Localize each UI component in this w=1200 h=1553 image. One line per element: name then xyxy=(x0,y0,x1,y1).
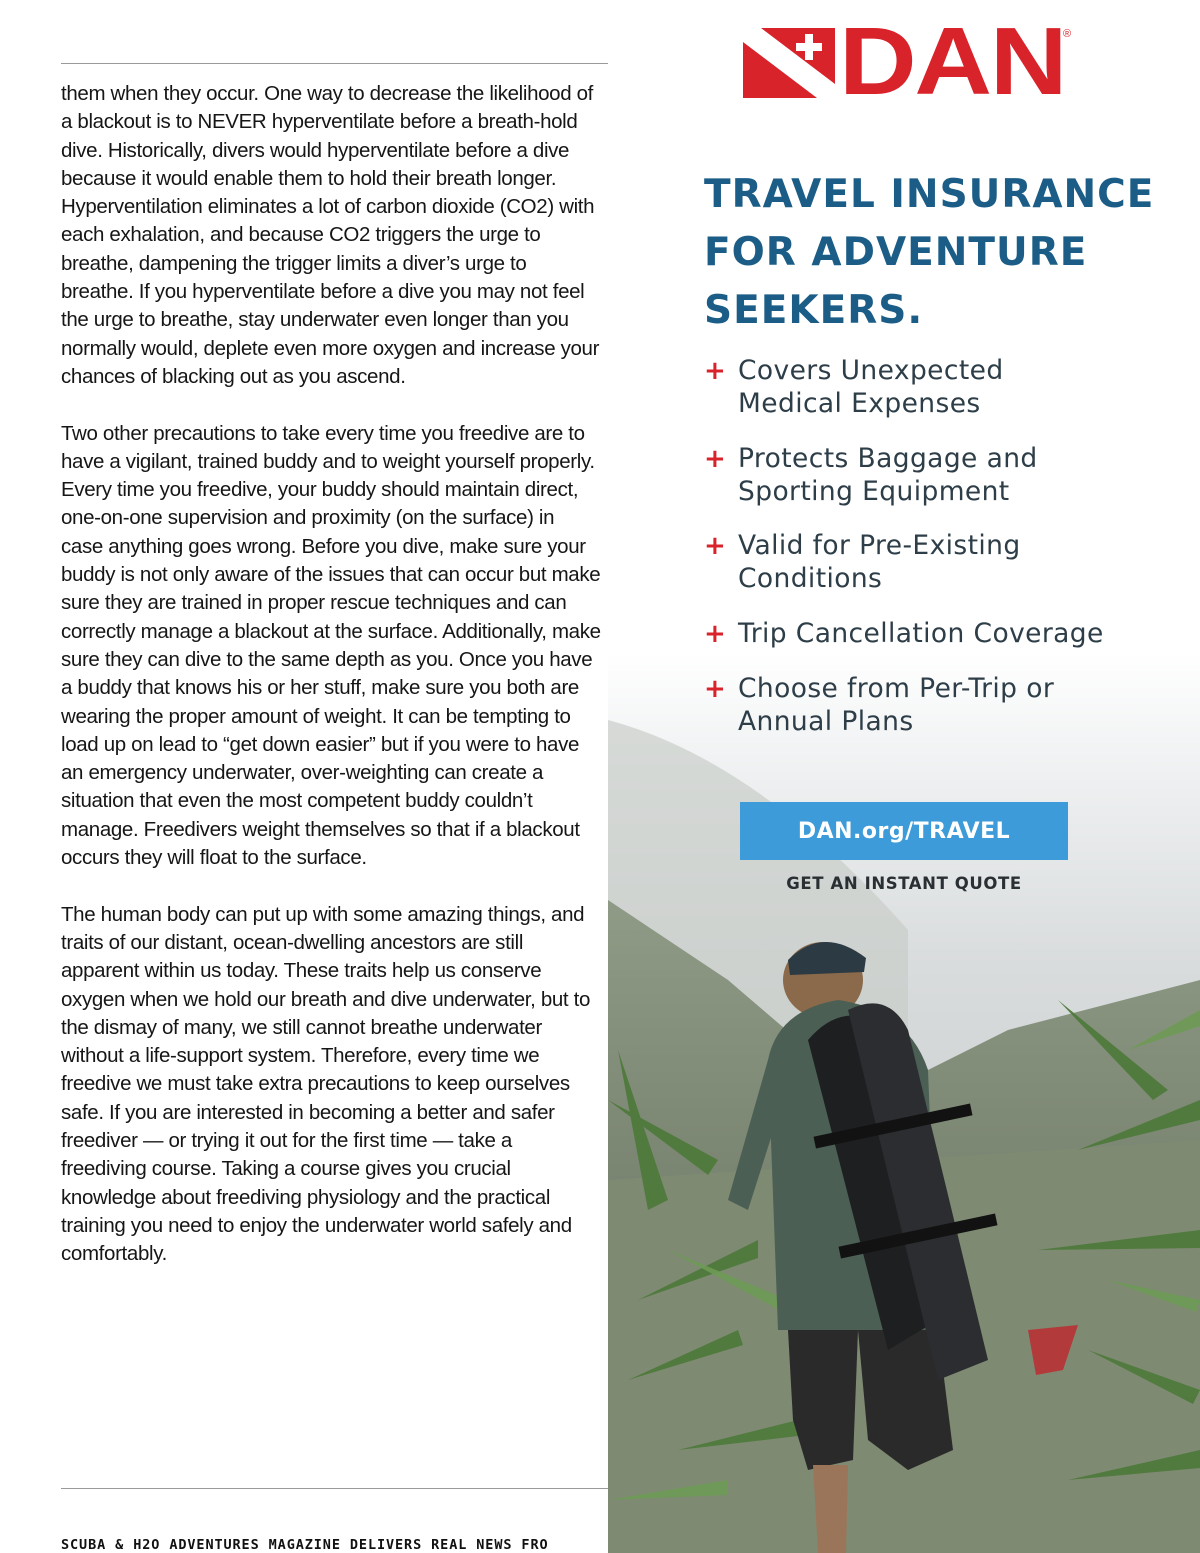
dan-logo xyxy=(743,8,1073,115)
instant-quote-link[interactable]: GET AN INSTANT QUOTE xyxy=(786,874,1022,893)
benefit-item xyxy=(704,529,1174,595)
headline-line: FOR ADVENTURE xyxy=(704,230,1088,275)
benefit-text-line: Annual Plans xyxy=(738,706,914,737)
footer-text: SCUBA & H2O ADVENTURES MAGAZINE DELIVERS REAL NEWS FRO xyxy=(61,1537,549,1553)
benefit-text-line: Sporting Equipment xyxy=(738,476,1010,507)
plus-icon: + xyxy=(704,444,726,474)
benefit-item xyxy=(704,672,1174,738)
plus-icon: + xyxy=(704,531,726,561)
headline-line: TRAVEL INSURANCE xyxy=(704,172,1155,217)
benefit-text-line: Valid for Pre-Existing xyxy=(738,530,1021,561)
article-paragraph: The human body can put up with some amazing things, and traits of our distant, ocean-dwelling ancestors are still apparent within us today. These traits help us conserve oxygen when we hold our breath and dive underwater, but to the dismay of many, we still cannot breathe underwater without a life-support system. Therefore, every time we freedive we must take extra precautions to keep ourselves safe. If you are interested in becoming a better and safer freediver — or trying it out for the first time — take a freediving course. Taking a course gives you crucial knowledge about freediving physiology and the practical training you need to enjoy the underwater world safely and comfortably. xyxy=(61,902,591,1266)
plus-icon: + xyxy=(704,674,726,704)
dan-travel-link-button[interactable]: DAN.org/TRAVEL xyxy=(740,802,1068,860)
plus-icon: + xyxy=(704,619,726,649)
benefit-text-line: Protects Baggage and xyxy=(738,443,1038,474)
benefit-text-line: Conditions xyxy=(738,563,883,594)
benefit-item xyxy=(704,442,1174,508)
benefit-item xyxy=(704,354,1174,420)
registered-mark: ® xyxy=(1063,28,1072,40)
benefit-text-line: Choose from Per-Trip or xyxy=(738,673,1055,704)
benefit-text-line: Medical Expenses xyxy=(738,388,981,419)
article-paragraph: them when they occur. One way to decrease the likelihood of a blackout is to NEVER hyperventilate before a breath-hold dive. Historically, divers would hyperventilate before a dive because it would enable them to hold their breath longer. Hyperventilation eliminates a lot of carbon dioxide (CO2) with each exhalation, and because CO2 triggers the urge to breathe, dampening the trigger limits a diver’s urge to breathe. If you hyperventilate before a dive you may not feel the urge to breathe, stay underwater even longer than you normally would, deplete even more oxygen and increase your chances of blacking out as you ascend. xyxy=(61,82,600,388)
benefit-text-line: Covers Unexpected xyxy=(738,355,1004,386)
benefit-item xyxy=(704,617,1174,651)
article-paragraph: Two other precautions to take every time you freedive are to have a vigilant, trained buddy and to weight yourself properly. Every time you freedive, your buddy should maintain direct, one-on-one supervision and proximity (on the surface) in case anything goes wrong. Before you dive, make sure your buddy is not only aware of the issues that can occur but make sure they are trained in proper rescue techniques and can correctly manage a blackout at the surface. Additionally, make sure they can dive to the same depth as you. Once you have a buddy that knows his or her stuff, make sure you both are wearing the proper amount of weight. It can be tempting to load up on lead to “get down easier” but if you were to have an emergency underwater, over-weighting can create a situation that even the most competent buddy couldn’t manage. Freedivers weight themselves so that if a blackout occurs they will float to the surface. xyxy=(61,421,601,870)
headline-line: SEEKERS. xyxy=(704,288,924,333)
ad-headline xyxy=(704,166,1184,340)
footer-rule xyxy=(61,1488,609,1489)
dan-wordmark: DAN xyxy=(839,8,1066,115)
article-body xyxy=(61,80,601,1297)
dive-flag-icon xyxy=(743,28,835,98)
dan-travel-insurance-ad[interactable] xyxy=(608,0,1200,1553)
benefit-text-line: Trip Cancellation Coverage xyxy=(738,618,1104,649)
plus-icon: + xyxy=(704,356,726,386)
